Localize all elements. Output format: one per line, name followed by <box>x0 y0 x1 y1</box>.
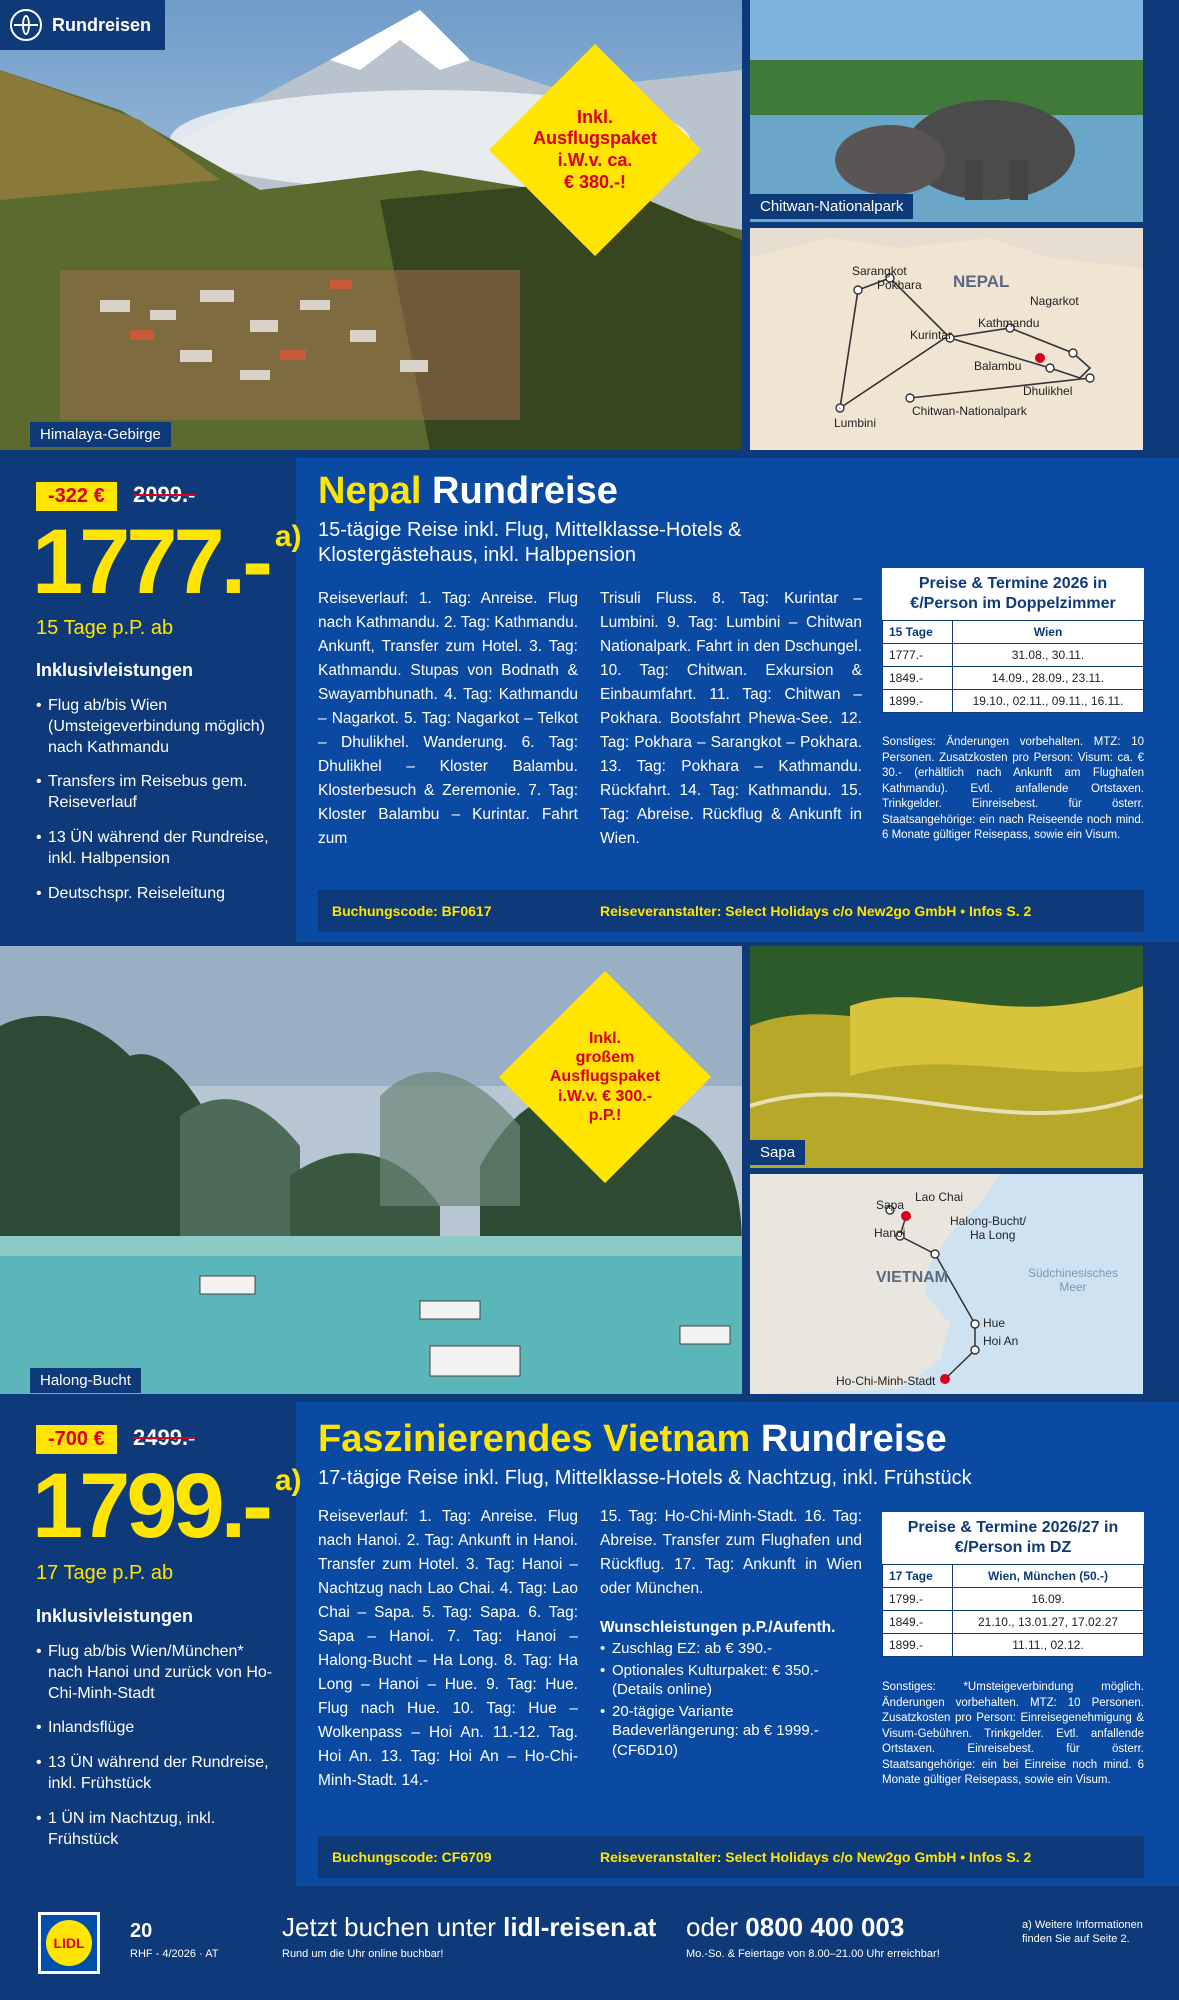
footnote-mark: a) <box>274 520 302 553</box>
map-country-label: NEPAL <box>953 272 1010 291</box>
map-label: Lumbini <box>834 416 877 430</box>
vietnam-inklusiv-list <box>36 1642 281 1864</box>
footnote-mark: a) <box>274 1464 302 1497</box>
list-item: • Flug ab/bis Wien/München* nach Hanoi und zurück von Ho-Chi-Minh-Stadt <box>36 1642 281 1704</box>
vietnam-excursion-badge <box>500 972 710 1182</box>
table-cell: 1849.- <box>883 667 953 690</box>
organizer: Reiseveranstalter: Select Holidays c/o New2go GmbH • Infos S. 2 <box>600 1849 1032 1865</box>
map-label: Sapa <box>876 1198 905 1212</box>
nepal-itinerary-col2: Trisuli Fluss. 8. Tag: Kurintar – Lumbini. 9. Tag: Lumbini – Chitwan Nationalpark. Fahrt in den Dschungel. 10. Tag: Chitwan. Exkursion & Einbaumfahrt. 11. Tag: Chitwan – Pokhara. Bootsfahrt Phewa-See. 12. Tag: Pokhara – Sarangkot – Pokhara. 13. Tag: Pokhara – Kathmandu. Rückfahrt. 14. Tag: Kathmandu. 15. Tag: Abreise. Rückflug & Ankunft in Wien. <box>600 590 862 848</box>
title-highlight: Faszinierendes Vietnam <box>318 1418 751 1460</box>
badge-line: € 380.-! <box>563 171 627 192</box>
map-label: Ho-Chi-Minh-Stadt <box>836 1374 936 1388</box>
nepal-duration: 15 Tage p.P. ab <box>36 617 174 639</box>
table-cell: 1849.- <box>883 1611 953 1634</box>
table-cell: 31.08., 30.11. <box>953 644 1144 667</box>
section-tag-label: Rundreisen <box>52 14 152 35</box>
or-label: oder <box>686 1912 739 1942</box>
vietnam-price-table <box>882 1512 1144 1657</box>
vietnam-sonstiges: Sonstiges: *Umsteigeverbindung möglich. Änderungen vorbehalten. MTZ: 10 Personen. Zusatzkosten pro Person: Einreisegenehmigung & Visum-Gebühren. Trinkgelder. Evtl. anfallende Ortstaxen. Einreisebest. für österr. Staatsangehörige: ein bei Einreise noch mind. 6 Monate gültiger Reisepass, sowie ein Visum. <box>882 1681 1144 1787</box>
vietnam-price <box>32 1455 302 1557</box>
vietnam-savings-badge: -700 € <box>36 1425 117 1454</box>
list-item: • Flug ab/bis Wien (Umsteigeverbindung möglich) nach Kathmandu <box>36 696 281 758</box>
list-item: • Deutschspr. Reiseleitung <box>36 884 281 905</box>
book-sub: Rund um die Uhr online buchbar! <box>282 1948 444 1960</box>
website-link[interactable]: lidl-reisen.at <box>503 1912 657 1942</box>
lidl-logo <box>38 1912 100 1974</box>
map-label: Hoi An <box>983 1334 1019 1348</box>
list-item: • 13 ÜN während der Rundreise, inkl. Halbpension <box>36 828 281 870</box>
nepal-excursion-badge <box>490 45 700 255</box>
table-cell: 19.10., 02.11., 09.11., 16.11. <box>953 690 1144 713</box>
map-country-label: VIETNAM <box>876 1269 948 1286</box>
list-item: • Zuschlag EZ: ab € 390.- <box>600 1639 862 1659</box>
nepal-title <box>318 470 618 513</box>
wunsch-heading: Wunschleistungen p.P./Aufenth. <box>600 1619 836 1637</box>
badge-line: i.W.v. ca. <box>557 150 633 170</box>
badge-line: p.P.! <box>588 1106 622 1124</box>
vietnam-itinerary-col2 <box>600 1505 862 1762</box>
sapa-photo <box>750 946 1143 1168</box>
list-item: • 13 ÜN während der Rundreise, inkl. Frühstück <box>36 1753 281 1795</box>
map-label: Chitwan-Nationalpark <box>912 404 1027 418</box>
table-cell: 16.09. <box>953 1588 1144 1611</box>
table-cell: 1899.- <box>883 690 953 713</box>
vietnam-inklusiv-heading: Inklusivleistungen <box>36 1606 194 1626</box>
vietnam-duration: 17 Tage p.P. ab <box>36 1562 174 1584</box>
vietnam-booking-bar <box>318 1836 1144 1878</box>
section-tag <box>0 0 165 50</box>
caption-sapa: Sapa <box>750 1140 805 1165</box>
booking-code: Buchungscode: BF0617 <box>332 903 492 919</box>
title-rest: Rundreise <box>432 470 618 512</box>
nepal-inklusiv-list <box>36 696 281 918</box>
nepal-subtitle: 15-tägige Reise inkl. Flug, Mittelklasse-Hotels & Klostergästehaus, inkl. Halbpension <box>318 519 742 566</box>
map-label: Pokhara <box>877 278 922 292</box>
chitwan-photo <box>750 0 1143 222</box>
book-online <box>282 1912 656 1943</box>
price-table-title: Preise & Termine 2026/27 in €/Person im DZ <box>907 1519 1119 1556</box>
nepal-price <box>32 511 302 613</box>
nepal-sonstiges: Sonstiges: Änderungen vorbehalten. MTZ: 10 Personen. Zusatzkosten pro Person: Visum: ca. € 30.- (erhältlich nach Ankunft am Flughafen Kathmandu). Evtl. anfallende Ortstaxen. Trinkgelder. Einreisebest. für österr. Staatsangehörige: ein nach Reiseende noch mind. 6 Monate gültiger Reisepass, sowie ein Visum. <box>882 736 1144 842</box>
globe-icon <box>10 9 42 41</box>
booking-code: Buchungscode: CF6709 <box>332 1849 492 1865</box>
table-cell: 1799.- <box>883 1588 953 1611</box>
phone-number[interactable]: 0800 400 003 <box>745 1912 905 1942</box>
table-cell: 1777.- <box>883 644 953 667</box>
vietnam-title <box>318 1418 947 1461</box>
badge-line: i.W.v. € 300.- <box>558 1087 652 1105</box>
list-item: • Transfers im Reisebus gem. Reiseverlauf <box>36 772 281 814</box>
table-cell: 14.09., 28.09., 23.11. <box>953 667 1144 690</box>
nepal-itinerary-col1: Reiseverlauf: 1. Tag: Anreise. Flug nach Kathmandu. 2. Tag: Kathmandu. Ankunft, Transfer zum Hotel. 3. Tag: Kathmandu. Stupas von Bodnath & Swayambhunath. 4. Tag: Kathmandu – Nagarkot. 5. Tag: Nagarkot – Telkot – Dhulikhel. Wanderung. 6. Tag: Dhulikhel – Kloster Balambu. Klosterbesuch & Zeremonie. 7. Tag: Kloster Balambu – Kurintar. Fahrt zum <box>318 590 578 848</box>
map-sea-label: Südchinesisches Meer <box>1027 1266 1119 1294</box>
table-cell: 11.11., 02.12. <box>953 1634 1144 1657</box>
vietnam-itinerary-col1: Reiseverlauf: 1. Tag: Anreise. Flug nach Hanoi. 2. Tag: Ankunft in Hanoi. Transfer zum Hotel. 3. Tag: Hanoi – Nachtzug nach Lao Chai. 4. Tag: Lao Chai – Sapa. 5. Tag: Sapa. 6. Tag: Sapa – Hanoi. 7. Tag: Hanoi – Halong-Bucht – Ha Long. 8. Tag: Ha Long – Hanoi – Hue. 9. Tag: Hue. Flug nach Hue. 10. Tag: Hue – Wolkenpass – Hoi An. 11.-12. Tag. Hoi An. 13. Tag: Hoi An – Ho-Chi- Minh-Stadt. 14.- <box>318 1508 578 1790</box>
list-item: • 1 ÜN im Nachtzug, inkl. Frühstück <box>36 1809 281 1851</box>
title-highlight: Nepal <box>318 470 422 512</box>
nepal-inklusiv-heading: Inklusivleistungen <box>36 660 194 680</box>
table-header: 15 Tage <box>883 621 953 644</box>
caption-chitwan: Chitwan-Nationalpark <box>750 194 913 219</box>
table-row <box>883 1634 1144 1657</box>
book-phone <box>686 1912 904 1943</box>
map-label: Hanoi <box>874 1226 906 1240</box>
nepal-price-table <box>882 568 1144 713</box>
map-label: Kurintar <box>910 328 953 342</box>
table-header: Wien <box>953 621 1144 644</box>
vietnam-subtitle: 17-tägige Reise inkl. Flug, Mittelklasse-Hotels & Nachtzug, inkl. Frühstück <box>318 1467 972 1489</box>
table-cell: 1899.- <box>883 1634 953 1657</box>
map-label: Sarangkot <box>852 264 907 278</box>
list-item: • Optionales Kulturpaket: € 350.- (Details online) <box>600 1661 862 1700</box>
itinerary-end: 15. Tag: Ho-Chi-Minh-Stadt. 16. Tag: Abreise. Transfer zum Flughafen und Rückflug. 17. Tag: Ankunft in Wien oder München. <box>600 1508 862 1598</box>
edition: RHF - 4/2026 · AT <box>130 1948 219 1960</box>
page-number: 20 <box>130 1920 153 1942</box>
map-label: Ha Long <box>970 1228 1016 1242</box>
badge-line: Ausflugspaket <box>532 128 658 149</box>
nepal-savings-badge: -322 € <box>36 482 117 511</box>
phone-sub: Mo.-So. & Feiertage von 8.00–21.00 Uhr erreichbar! <box>686 1948 940 1960</box>
map-label: Kathmandu <box>978 316 1040 330</box>
nepal-booking-bar <box>318 890 1144 932</box>
table-row <box>883 1588 1144 1611</box>
list-item: • 20-tägige Variante Badeverlängerung: ab € 1999.- (CF6D10) <box>600 1702 862 1761</box>
map-label: Lao Chai <box>915 1190 964 1204</box>
title-rest: Rundreise <box>760 1418 947 1460</box>
wunsch-list <box>600 1639 862 1760</box>
map-label: Hue <box>983 1316 1006 1330</box>
organizer: Reiseveranstalter: Select Holidays c/o New2go GmbH • Infos S. 2 <box>600 903 1032 919</box>
badge-line: großem <box>575 1049 635 1067</box>
map-label: Nagarkot <box>1030 294 1079 308</box>
table-header: 17 Tage <box>883 1565 953 1588</box>
vietnam-old-price: 2499.- <box>133 1425 196 1450</box>
footnote: a) Weitere Informationen finden Sie auf Seite 2. <box>1022 1919 1143 1946</box>
vietnam-map <box>750 1174 1143 1394</box>
caption-himalaya: Himalaya-Gebirge <box>30 422 171 447</box>
nepal-map <box>750 228 1143 450</box>
badge-line: Inkl. <box>576 106 613 127</box>
vietnam-price-value: 1799.- <box>32 1455 269 1557</box>
price-table-title: Preise & Termine 2026 in €/Person im Doppelzimmer <box>910 575 1116 612</box>
list-item: • Inlandsflüge <box>36 1718 281 1739</box>
table-row <box>883 644 1144 667</box>
table-row <box>883 667 1144 690</box>
logo-text: LIDL <box>53 1935 85 1951</box>
nepal-price-value: 1777.- <box>32 511 269 613</box>
table-header: Wien, München (50.-) <box>953 1565 1144 1588</box>
book-prefix: Jetzt buchen unter <box>282 1912 496 1942</box>
table-row <box>883 1611 1144 1634</box>
footer <box>0 1890 1179 2000</box>
table-row <box>883 690 1144 713</box>
caption-halong: Halong-Bucht <box>30 1368 141 1393</box>
map-label: Halong-Bucht/ <box>950 1214 1027 1228</box>
table-cell: 21.10., 13.01.27, 17.02.27 <box>953 1611 1144 1634</box>
map-label: Balambu <box>974 359 1022 373</box>
map-label: Dhulikhel <box>1023 384 1073 398</box>
badge-line: Inkl. <box>588 1030 621 1048</box>
badge-line: Ausflugspaket <box>549 1068 661 1086</box>
nepal-old-price: 2099.- <box>133 482 196 507</box>
